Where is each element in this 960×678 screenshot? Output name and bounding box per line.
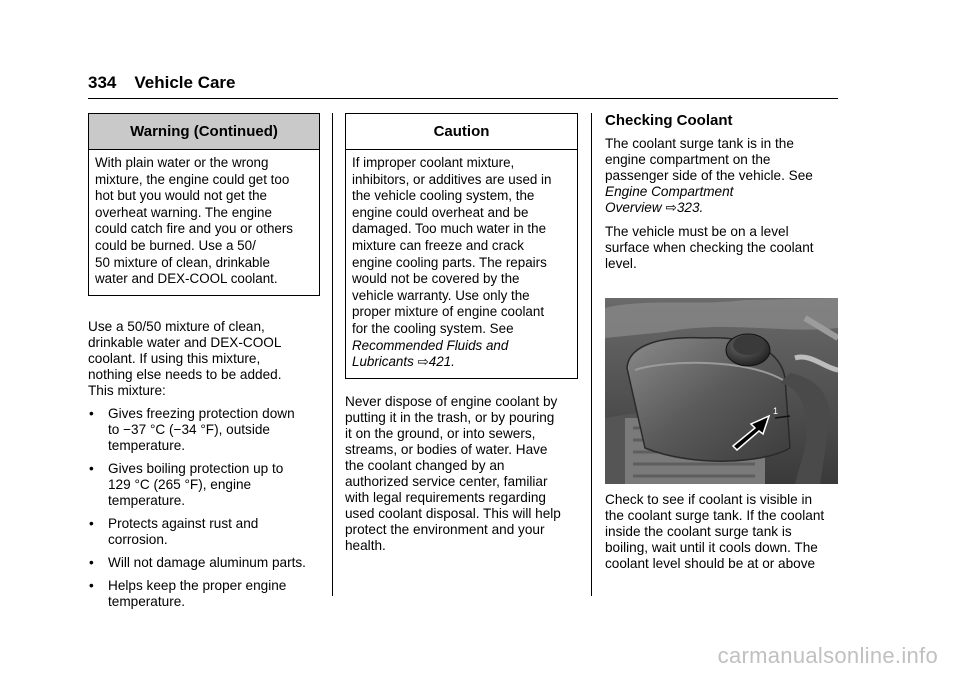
checking-paragraph-2: The vehicle must be on a level surface when checking the coolant level. xyxy=(605,224,814,271)
warning-box xyxy=(88,113,320,296)
caution-ref-link[interactable]: Recommended Fluids and xyxy=(352,337,509,353)
page-header xyxy=(88,73,236,93)
bullet-item: • Will not damage aluminum parts. xyxy=(89,554,306,570)
page-number: 334 xyxy=(88,73,117,92)
checking-ref-link[interactable]: Overview ⇨323. xyxy=(605,200,704,215)
warning-line: hot but you would not get the xyxy=(95,188,267,204)
checking-paragraph-3: Check to see if coolant is visible in the coolant surge tank. If the coolant inside the coolant surge tank is boiling, wait until it cools down. The coolant level should be at or above xyxy=(605,492,825,571)
warning-line: could catch fire and you or others xyxy=(95,221,293,237)
warning-line: mixture, the engine could get too xyxy=(95,171,290,187)
caution-body: If improper coolant mixture, inhibitors, or additives are used in the vehicle cooling system, the engine could overheat and be damaged. Too much water in the mixture can freeze and crack engine cooling parts. The repairs would not be covered by the vehicle warranty. Use only the proper mixture of engine coolant for the cooling system. See Recommended Fluids and Lubricants ⇨421. xyxy=(346,150,577,378)
caution-ref-link[interactable]: Lubricants ⇨421. xyxy=(352,354,455,370)
section-heading: Checking Coolant xyxy=(605,112,733,129)
intro-paragraph: Use a 50/50 mixture of clean, drinkable water and DEX-COOL coolant. If using this mixture, nothing else needs to be added. This mixture: xyxy=(88,318,282,398)
bullet-item: • Helps keep the proper engine temperature. xyxy=(89,577,287,609)
column-middle xyxy=(345,113,578,554)
photo-callout-label: 1 xyxy=(773,406,779,416)
bullet-dot: • xyxy=(89,577,94,593)
warning-line: overheat warning. The engine xyxy=(95,204,272,220)
page-ref-arrow-icon: ⇨ xyxy=(665,200,677,215)
checking-paragraph-1: The coolant surge tank is in the engine compartment on the passenger side of the vehicle. See Engine Compartment Overview ⇨323. xyxy=(605,136,841,216)
bullet-item: • Gives boiling protection up to 129 °C (265 °F), engine temperature. xyxy=(89,460,284,508)
coolant-tank-photo xyxy=(605,298,838,484)
disposal-paragraph: Never dispose of engine coolant by putting it in the trash, or by pouring it on the ground, or into sewers, streams, or bodies of water. Have the coolant changed by an authorized service center, familiar with legal requirements regarding used coolant disposal. This will help protect the environment and your health. xyxy=(345,393,561,553)
bullet-dot: • xyxy=(89,405,94,421)
section-title: Vehicle Care xyxy=(134,73,236,92)
warning-line: could be burned. Use a 50/ xyxy=(95,237,256,253)
header-rule xyxy=(88,98,838,99)
warning-line: water and DEX-COOL coolant. xyxy=(95,271,278,287)
warning-line: 50 mixture of clean, drinkable xyxy=(95,254,270,270)
warning-title: Warning (Continued) xyxy=(89,114,319,150)
checking-ref-link[interactable]: Engine Compartment xyxy=(605,184,734,199)
caution-box xyxy=(345,113,578,379)
bullet-item: • Protects against rust and corrosion. xyxy=(89,515,259,547)
column-divider xyxy=(332,113,333,596)
caution-title: Caution xyxy=(346,114,577,150)
column-divider xyxy=(591,113,592,596)
column-right xyxy=(605,112,841,572)
warning-body xyxy=(89,150,319,295)
warning-line: With plain water or the wrong xyxy=(95,155,269,170)
watermark: carmanualsonline.info xyxy=(717,643,938,668)
bullet-item: • Gives freezing protection down to −37 °C (−34 °F), outside temperature. xyxy=(89,405,295,453)
bullet-dot: • xyxy=(89,554,94,570)
bullet-dot: • xyxy=(89,515,94,531)
page-ref-arrow-icon: ⇨ xyxy=(417,354,429,370)
column-left xyxy=(88,113,320,610)
bullet-dot: • xyxy=(89,460,94,476)
